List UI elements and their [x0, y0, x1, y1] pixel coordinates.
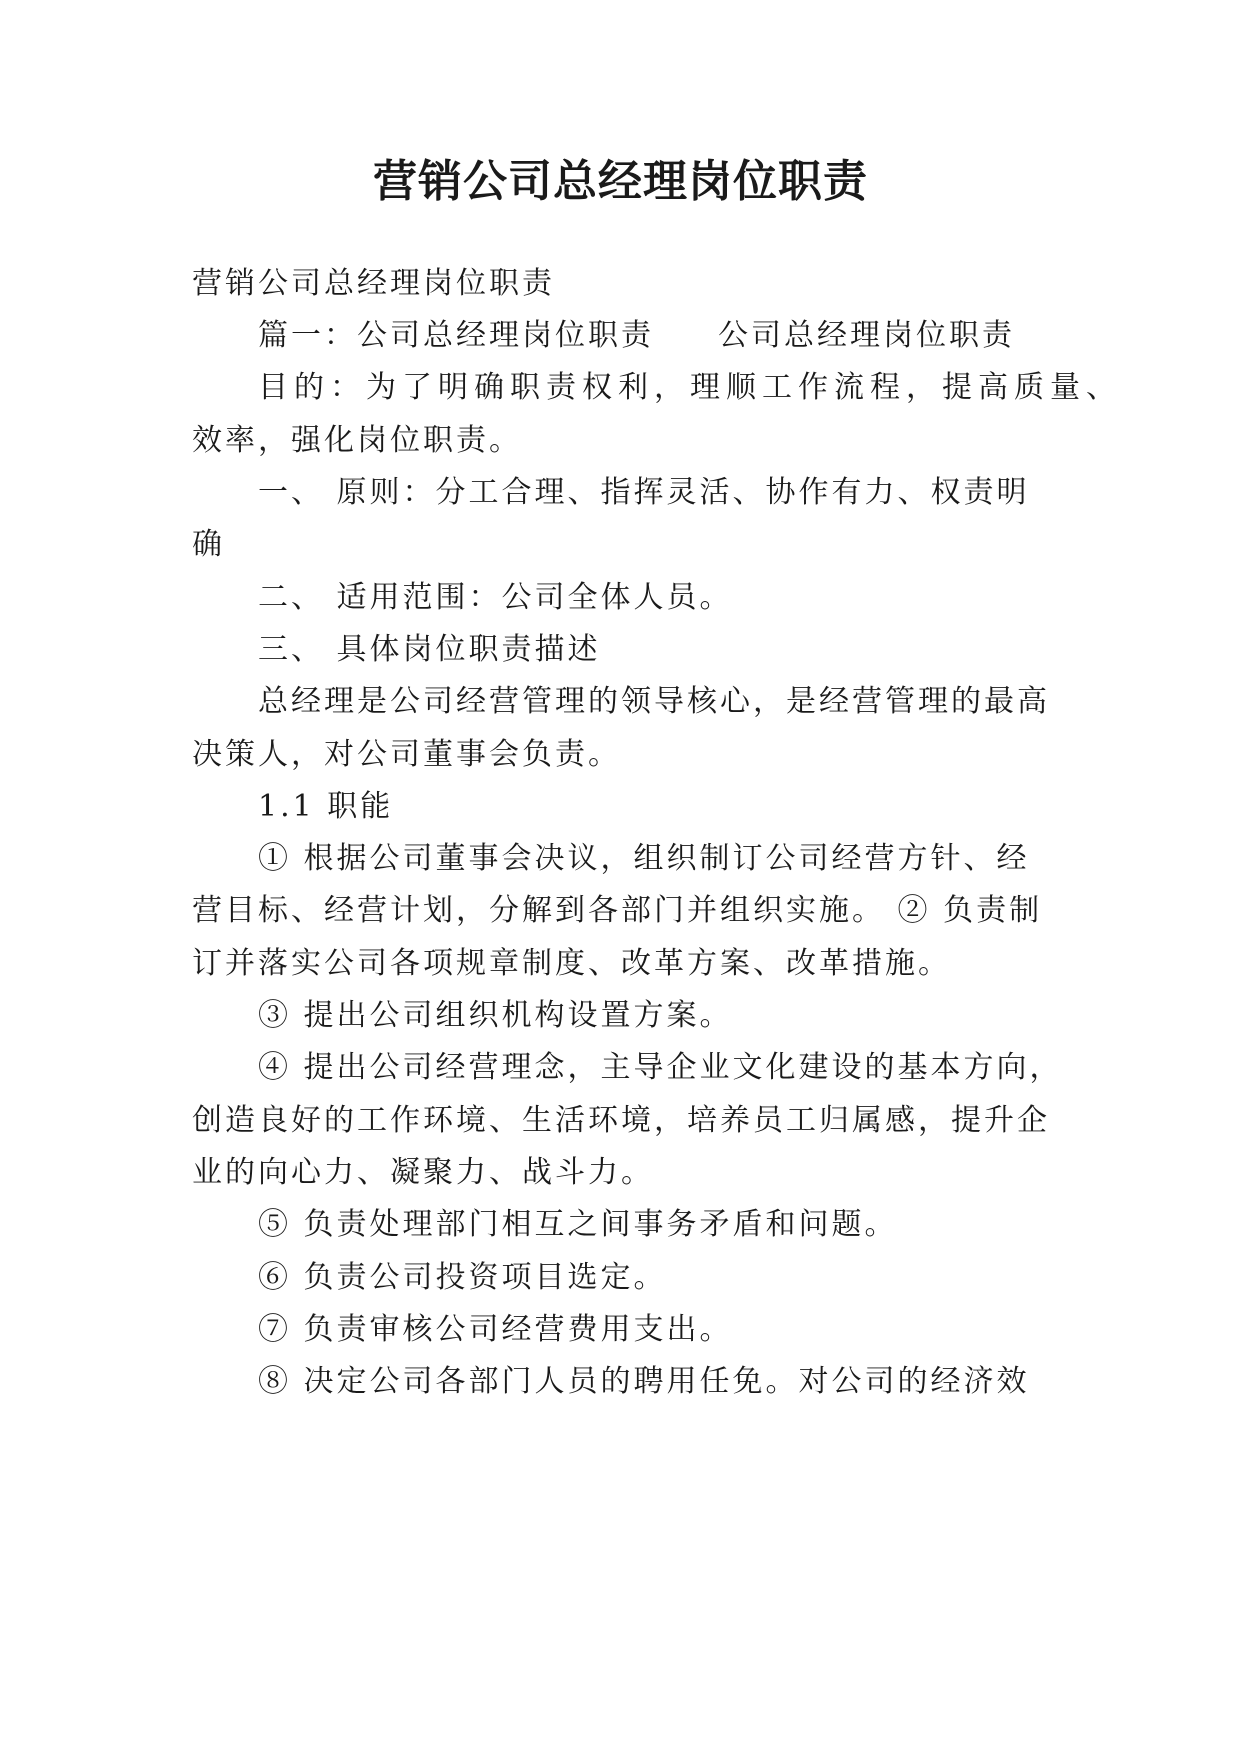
text-line: 确: [192, 527, 225, 562]
text-line: 营目标、经营计划，分解到各部门并组织实施。 ② 负责制: [192, 893, 1043, 928]
chapter-subheading: 公司总经理岗位职责: [718, 318, 1015, 353]
list-item: ⑧ 决定公司各部门人员的聘用任免。对公司的经济效: [258, 1364, 1030, 1399]
text-line: [258, 314, 1138, 358]
text-line: 二、 适用范围：公司全体人员。: [258, 580, 733, 615]
text-line: 订并落实公司各项规章制度、改革方案、改革措施。: [192, 946, 951, 981]
text-line: 效率，强化岗位职责。: [192, 423, 522, 458]
list-item: ③ 提出公司组织机构设置方案。: [258, 998, 733, 1033]
text-line: 决策人，对公司董事会负责。: [192, 737, 621, 772]
text-line: 三、 具体岗位职责描述: [258, 632, 601, 667]
list-item: ⑥ 负责公司投资项目选定。: [258, 1260, 667, 1295]
subtitle-line: 营销公司总经理岗位职责: [192, 266, 555, 301]
text-line: 目的：为了明确职责权利，理顺工作流程，提高质量、: [258, 370, 1122, 405]
list-item: ① 根据公司董事会决议，组织制订公司经营方针、经: [258, 841, 1030, 876]
text-line: 一、 原则：分工合理、指挥灵活、协作有力、权责明: [258, 475, 1030, 510]
text-line: 创造良好的工作环境、生活环境，培养员工归属感，提升企: [192, 1103, 1050, 1138]
document-title: 营销公司总经理岗位职责: [373, 156, 868, 207]
chapter-heading: 篇一：公司总经理岗位职责: [258, 318, 654, 353]
list-item: ⑦ 负责审核公司经营费用支出。: [258, 1312, 733, 1347]
list-item: ⑤ 负责处理部门相互之间事务矛盾和问题。: [258, 1207, 898, 1242]
list-item: ④ 提出公司经营理念，主导企业文化建设的基本方向，: [258, 1050, 1063, 1085]
text-line: 业的向心力、凝聚力、战斗力。: [192, 1155, 654, 1190]
section-heading: 1.1 职能: [258, 789, 394, 824]
text-line: 总经理是公司经营管理的领导核心，是经营管理的最高: [258, 684, 1050, 719]
